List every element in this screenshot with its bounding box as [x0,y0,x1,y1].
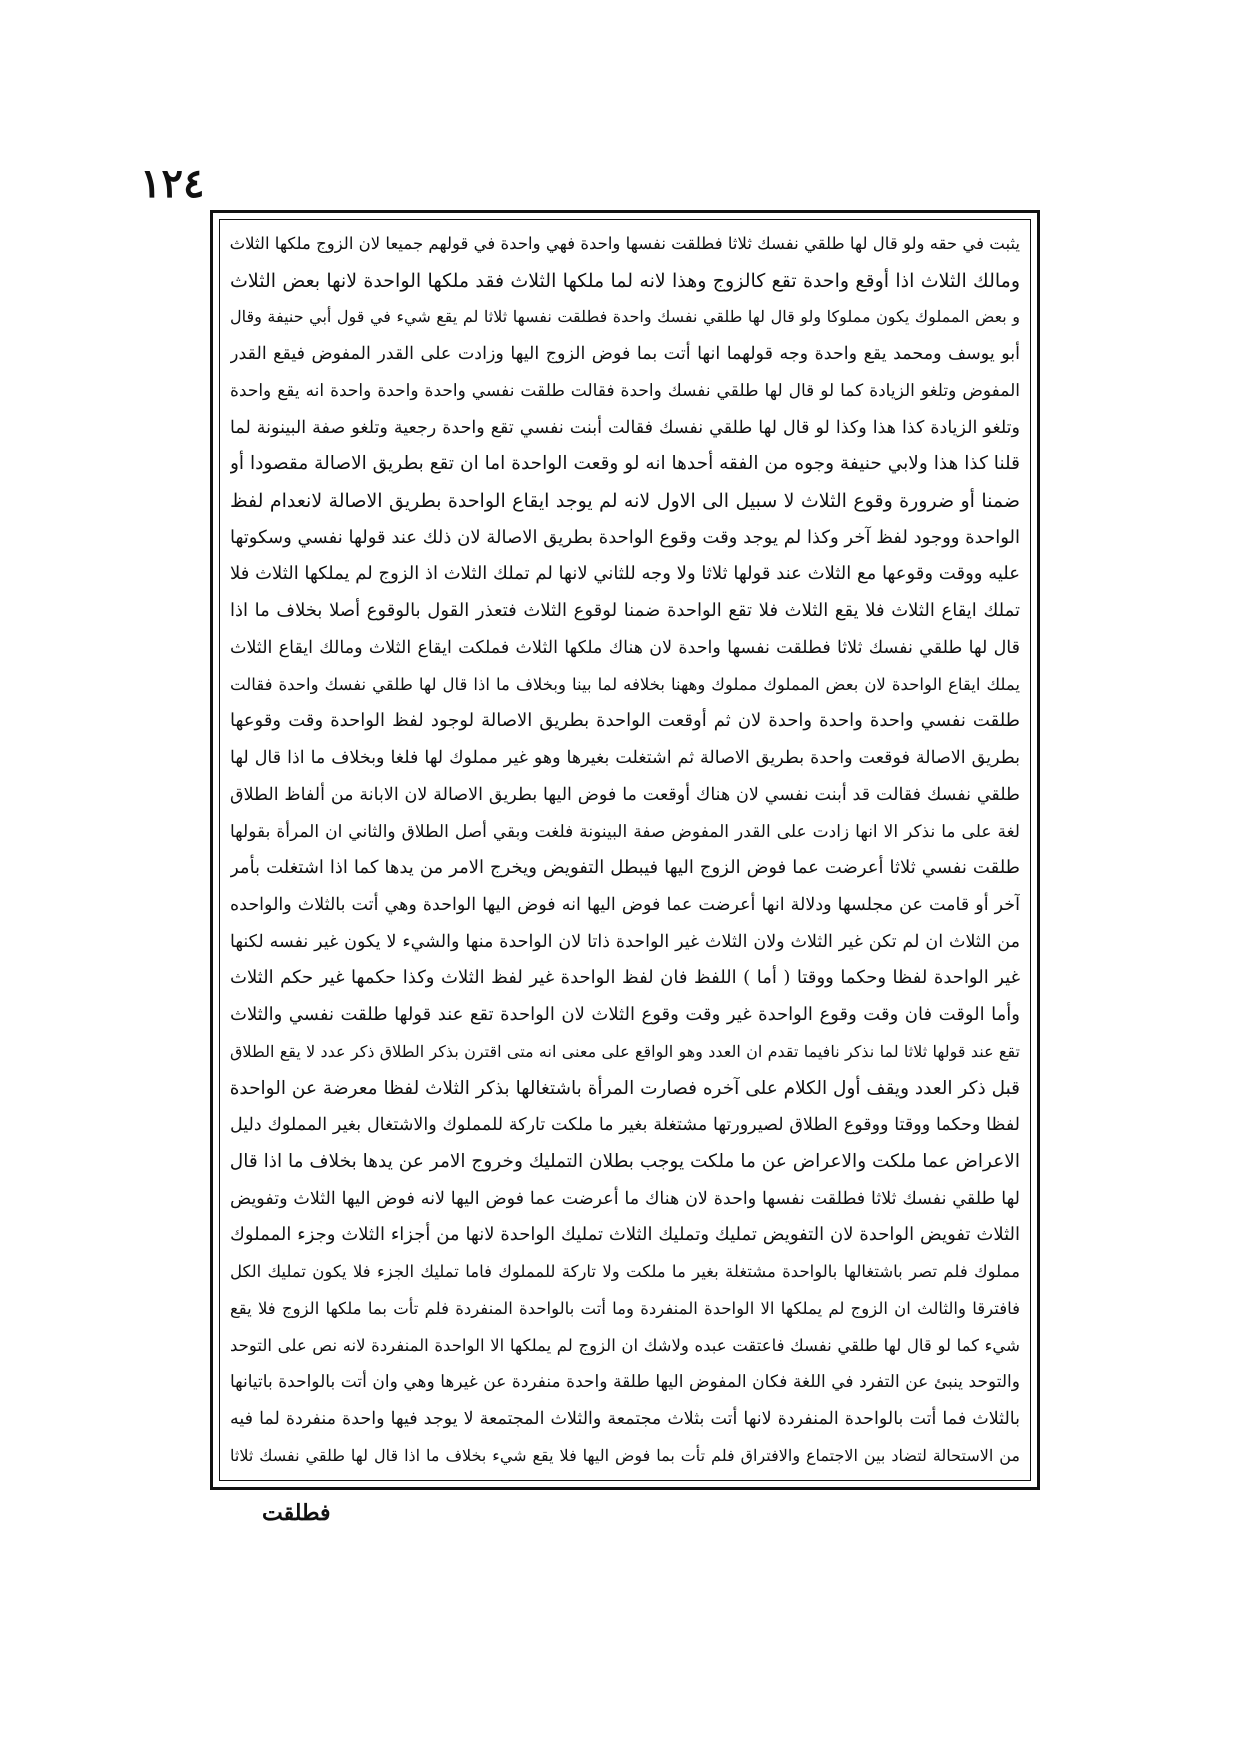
text-line: ضمنا أو ضرورة وقوع الثلاث لا سبيل الى الاول لانه لم يوجد ايقاع الواحدة بطريق الاصالة لانعدام لفظ [230,490,1020,513]
text-line: لها طلقي نفسك ثلاثا فطلقت نفسها واحدة لان هناك ما أعرضت عما فوض اليها لانه فوض اليها الثلاث وتفويض [230,1188,1020,1209]
text-line: و بعض المملوك يكون مملوكا ولو قال لها طلقي نفسك واحدة فطلقت نفسها ثلاثا لم يقع شيء في قول أبي حنيفة وقال [230,307,1020,327]
text-line: لفظا وحكما ووقتا ووقوع الطلاق لصيرورتها مشتغلة بغير ما ملكت تاركة للمملوك والاشتغال بغير المملوك دليل [230,1115,1020,1136]
catchword: فطلقت [262,1500,331,1526]
text-line: قبل ذكر العدد ويقف أول الكلام على آخره فصارت المرأة باشتغالها بذكر الثلاث لفظا معرضة عن الواحدة [230,1077,1020,1099]
text-line: وأما الوقت فان وقت وقوع الواحدة غير وقت وقوع الثلاث لان الواحدة تقع عند قولها طلقت نفسي والثلاث [230,1004,1020,1026]
text-line: تملك ايقاع الثلاث فلا يقع الثلاث فلا تقع الواحدة ضمنا لوقوع الثلاث فتعذر القول بالوقوع أصلا بخلاف ما اذا [230,600,1020,622]
text-line: آخر أو قامت عن مجلسها ودلالة انها أعرضت عما فوض اليها انه فوض اليها الواحدة وهي أتت بالثلاث والواحده [230,894,1020,915]
text-line: وتلغو الزيادة كذا هذا وكذا لو قال لها طلقي نفسك فقالت أبنت نفسي تقع واحدة رجعية وتلغو صفة البينونة لما [230,417,1020,438]
text-line: فافترقا والثالث ان الزوج لم يملكها الا الواحدة المنفردة وما أتت بالواحدة المنفردة فلم تأت بما ملكها الزوج فلا يقع [230,1298,1020,1318]
text-line: تقع عند قولها ثلاثا لما نذكر نافيما تقدم ان العدد وهو الواقع على معنى انه متى اقترن بذكر الطلاق ذكر عدد لا يقع الطلاق [230,1041,1020,1061]
text-line: الثلاث تفويض الواحدة لان التفويض تمليك وتمليك الثلاث تمليك الواحدة لانها من أجزاء الثلاث وجزء المملوك [230,1224,1020,1246]
text-line: أبو يوسف ومحمد يقع واحدة وجه قولهما انها أتت بما فوض الزوج اليها وزادت على القدر المفوض فيقع القدر [230,344,1020,365]
text-line: قلنا كذا هذا ولابي حنيفة وجوه من الفقه أحدها انه لو وقعت الواحدة اما ان تقع بطريق الاصالة مقصودا أو [230,453,1020,475]
text-line: بالثلاث فما أتت بالواحدة المنفردة لانها أتت بثلاث مجتمعة والثلاث المجتمعة لا يوجد فيها واحدة منفردة لما فيه [230,1409,1020,1429]
text-line: من الاستحالة لتضاد بين الاجتماع والافتراق فلم تأت بما فوض اليها فلا يقع شيء بخلاف ما اذا قال لها طلقي نفسك ثلاثا [230,1445,1020,1465]
text-line: قال لها طلقي نفسك ثلاثا فطلقت نفسها واحدة لان هناك ملكها الثلاث فملكت ايقاع الثلاث ومالك ايقاع الثلاث [230,637,1020,658]
text-line: من الثلاث ان لم تكن غير الثلاث ولان الثلاث غير الواحدة ذاتا لان الواحدة منها والشيء لا يكون غير نفسه لكنها [230,931,1020,952]
text-line: والتوحد ينبئ عن التفرد في اللغة فكان المفوض اليها طلقة واحدة منفردة عن غيرها وهي وان أتت بالواحدة باتيانها [230,1372,1020,1393]
text-line: يملك ايقاع الواحدة لان بعض المملوك مملوك وههنا بخلافه لما بينا وبخلاف ما اذا قال لها طلقي نفسك واحدة فقالت [230,674,1020,694]
text-body [230,228,1020,1472]
text-line: الواحدة ووجود لفظ آخر وكذا لم يوجد وقت وقوع الواحدة بطريق الاصالة لان ذلك عند قولها نفسي وسكوتها [230,526,1020,548]
text-frame [210,210,1040,1490]
text-line: الاعراض عما ملكت والاعراض عن ما ملكت يوجب بطلان التمليك وخروج الامر عن يدها بخلاف ما اذا قال [230,1150,1020,1172]
text-line: شيء كما لو قال لها طلقي نفسك فاعتقت عبده ولاشك ان الزوج لم يملكها الا الواحدة المنفردة لانه نص على التوحد [230,1335,1020,1355]
text-line: مملوك فلم تصر باشتغالها بالواحدة مشتغلة بغير ما ملكت ولا تاركة للمملوك فاما تمليك الجزء فلا يكون تمليك الكل [230,1262,1020,1282]
text-line: عليه ووقت وقوعها مع الثلاث عند قولها ثلاثا ولا وجه للثاني لانها لم تملك الثلاث اذ الزوج لم يملكها الثلاث فلا [230,563,1020,585]
text-line: يثبت في حقه ولو قال لها طلقي نفسك ثلاثا فطلقت نفسها واحدة فهي واحدة في قولهم جميعا لان الزوج ملكها الثلاث [230,234,1020,253]
text-line: بطريق الاصالة فوقعت واحدة بطريق الاصالة ثم اشتغلت بغيرها وهو غير مملوك لها فلغا وبخلاف ما اذا قال لها [230,748,1020,769]
page-number: ١٢٤ [140,160,205,207]
text-frame-inner [219,219,1031,1481]
text-line: ومالك الثلاث اذا أوقع واحدة تقع كالزوج وهذا لانه لما ملكها الثلاث فقد ملكها الواحدة لانها بعض الثلاث [230,269,1020,292]
text-line: المفوض وتلغو الزيادة كما لو قال لها طلقي نفسك واحدة فقالت طلقت نفسي واحدة واحدة واحدة انه يقع واحدة [230,380,1020,401]
text-line: غير الواحدة لفظا وحكما ووقتا ( أما ) اللفظ فان لفظ الواحدة غير لفظ الثلاث وكذا حكمها غير حكم الثلاث [230,967,1020,989]
text-line: طلقت نفسي ثلاثا أعرضت عما فوض الزوج اليها فيبطل التفويض ويخرج الامر من يدها كما اذا اشتغلت بأمر [230,857,1020,879]
text-line: لغة على ما نذكر الا انها زادت على القدر المفوض صفة البينونة فلغت وبقي أصل الطلاق والثاني ان المرأة بقولها [230,821,1020,842]
text-line: طلقت نفسي واحدة واحدة واحدة لان ثم أوقعت الواحدة بطريق الاصالة لوجود لفظ الواحدة وقت وقوعها [230,710,1020,732]
text-line: طلقي نفسك فقالت قد أبنت نفسي لان هناك أوقعت ما فوض اليها بطريق الاصالة لان الابانة من ألفاظ الطلاق [230,784,1020,805]
